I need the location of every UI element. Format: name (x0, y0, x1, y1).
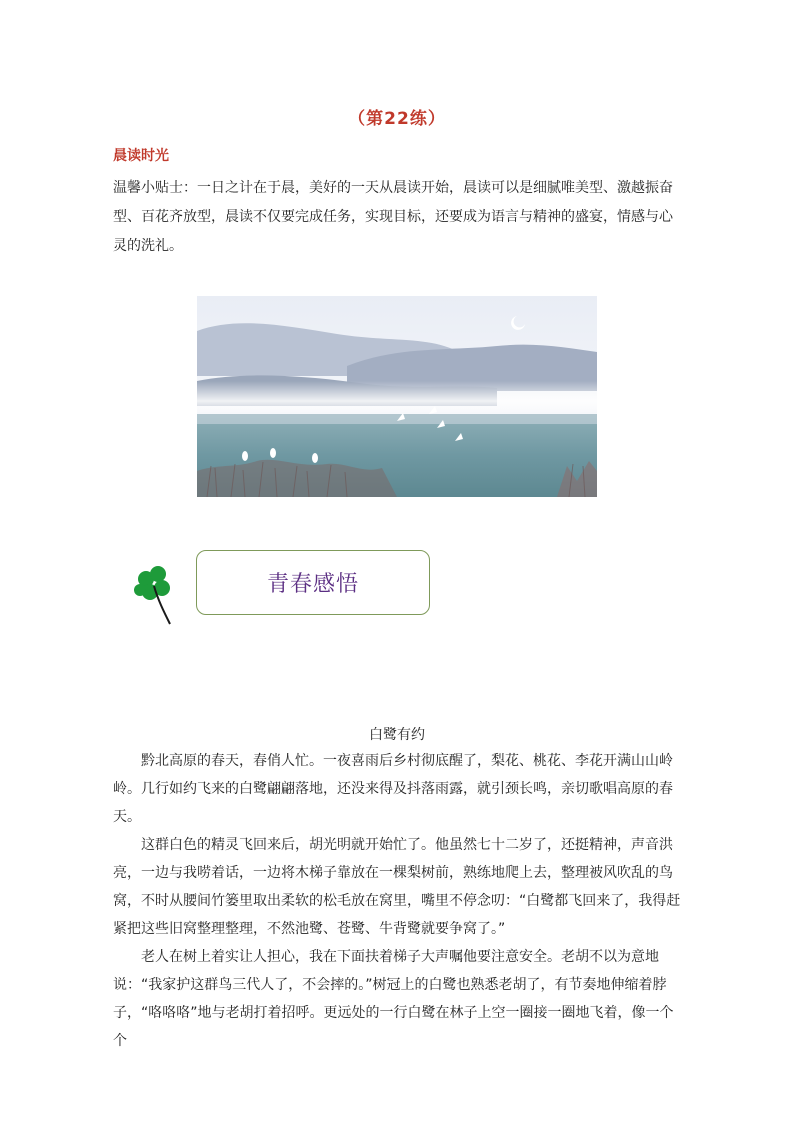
misty-lake-egrets-image (197, 296, 597, 497)
essay-paragraph: 老人在树上着实让人担心，我在下面扶着梯子大声嘱他要注意安全。老胡不以为意地说：“我家护这群鸟三代人了，不会摔的。”树冠上的白鹭也熟悉老胡了，有节奏地伸缩着脖子，“咯咯咯”地与老胡打着招呼。更远处的一行白鹭在林子上空一圈接一圈地飞着，像一个个 (113, 949, 674, 1049)
lesson-number-title: （第22练） (348, 109, 446, 129)
four-leaf-clover-icon (128, 562, 178, 626)
essay-paragraph: 这群白色的精灵飞回来后，胡光明就开始忙了。他虽然七十二岁了，还挺精神，声音洪亮，一边与我唠着话，一边将木梯子靠放在一棵梨树前，熟练地爬上去，整理被风吹乱的鸟窝，不时从腰间竹篓里取出柔软的松毛放在窝里，嘴里不停念叨：“白鹭都飞回来了，我得赶紧把这些旧窝整理整理，不然池鹭、苍鹭、牛背鹭就要争窝了。” (113, 837, 681, 937)
reading-tip-paragraph: 温馨小贴士：一日之计在于晨，美好的一天从晨读开始，晨读可以是细腻唯美型、激越振奋型、百花齐放型，晨读不仅要完成任务，实现目标，还要成为语言与精神的盛宴，情感与心灵的洗礼。 (113, 180, 673, 254)
essay-body (113, 747, 683, 1055)
banner-label: 青春感悟 (266, 572, 359, 597)
morning-reading-heading: 晨读时光 (113, 148, 169, 164)
essay-paragraph: 黔北高原的春天，春俏人忙。一夜喜雨后乡村彻底醒了，梨花、桃花、李花开满山山岭岭。几行如约飞来的白鹭翩翩落地，还没来得及抖落雨露，就引颈长鸣，亲切歌唱高原的春天。 (113, 753, 673, 825)
youth-insight-banner (196, 550, 430, 615)
essay-title: 白鹭有约 (369, 727, 425, 743)
